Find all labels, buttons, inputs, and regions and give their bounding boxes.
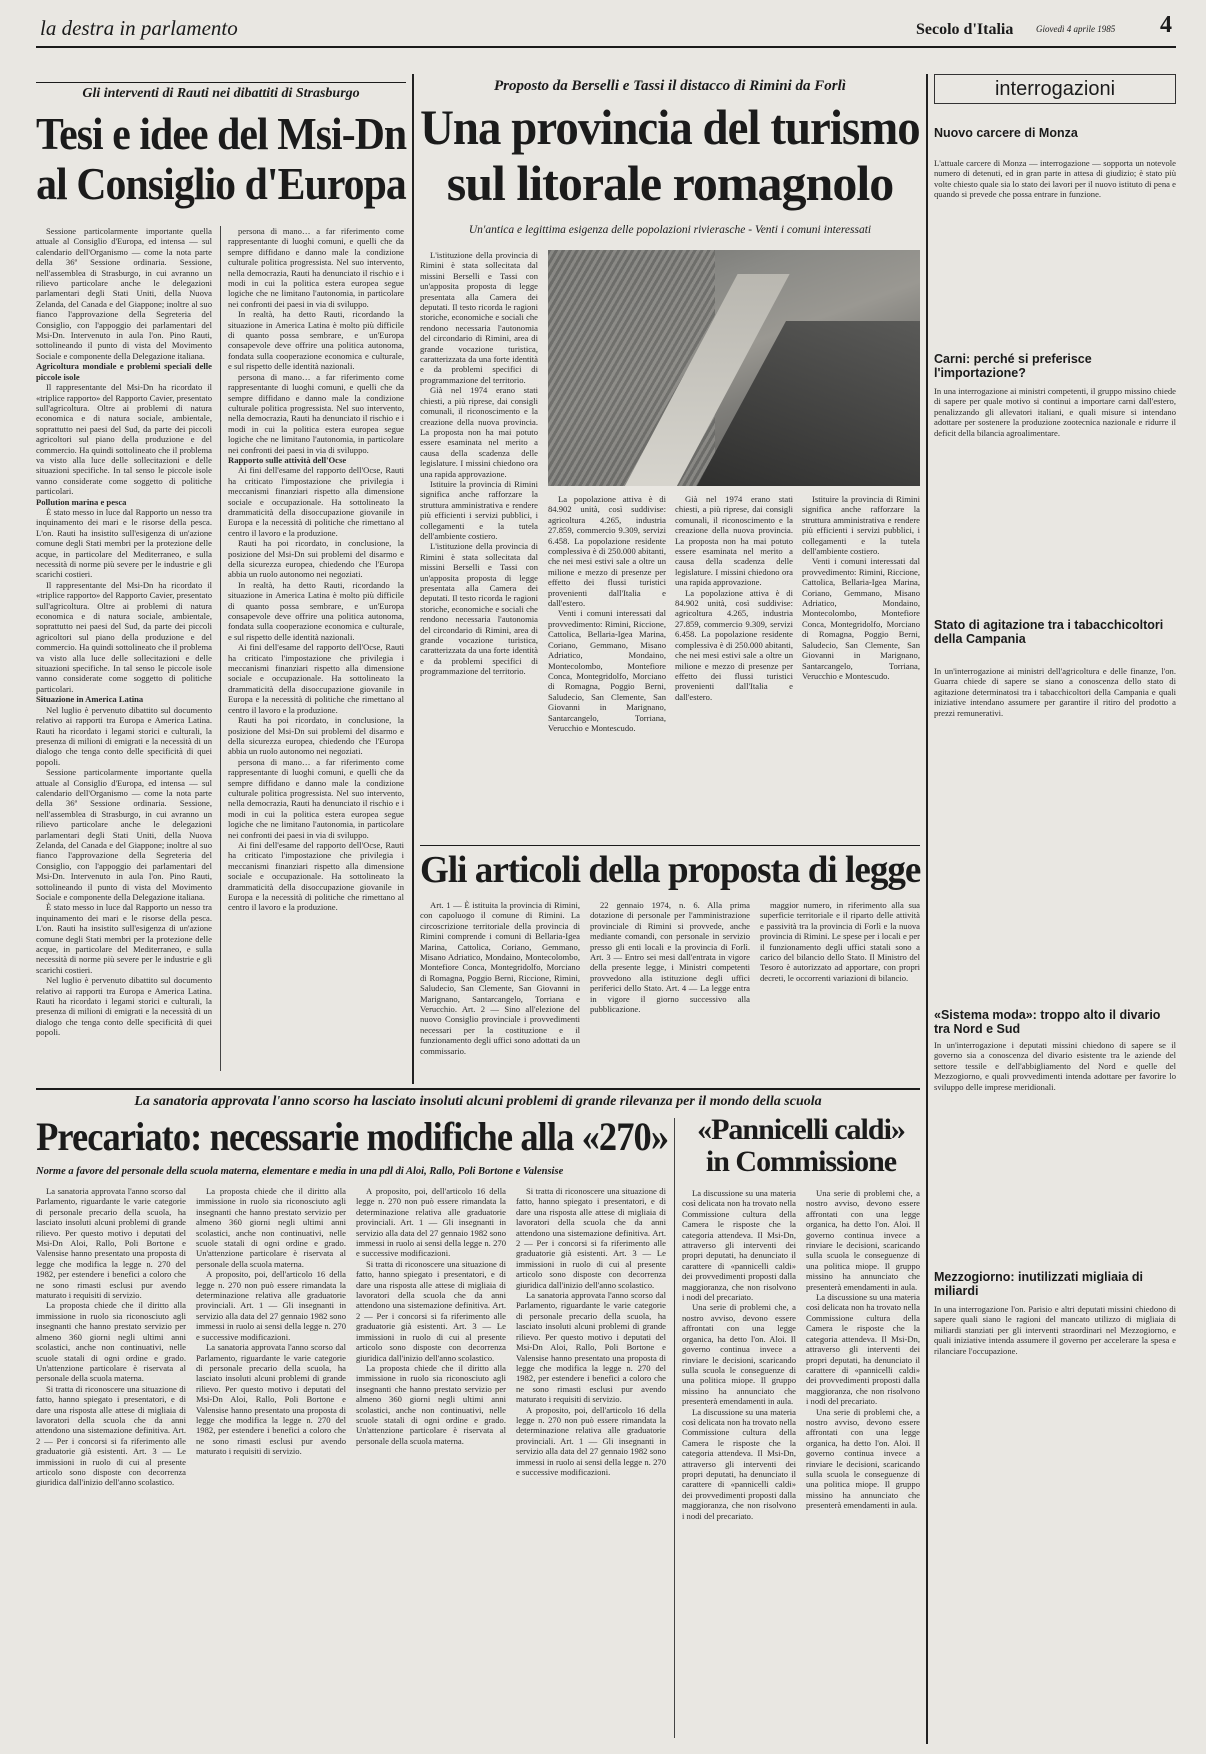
paragraph: Sessione particolarmente importante quella attuale al Consiglio d'Europa, ed intensa — sul calendario dell'Organismo — come la nota parte della 36ª Sessione ordinaria. Sessione, nell'assemblea di Strasburgo, in cui avranno un rilievo particolare anche le delegazioni parlamentari degli Stati Uniti, della Nuova Zelanda, del Canada e del Giappone; inoltre al suo fianco l'approvazione della Segreteria del Consiglio, con l'appoggio dei parlamentari del Msi-Dn. Intervenuto in aula l'on. Pino Rauti, sottolineando il punto di vista del Movimento Sociale e componente della Delegazione italiana. [36,767,212,902]
paragraph: Sessione particolarmente importante quella attuale al Consiglio d'Europa, ed intensa — sul calendario dell'Organismo — come la nota parte della 36ª Sessione ordinaria. Sessione, nell'assemblea di Strasburgo, in cui avranno un rilievo particolare anche le delegazioni parlamentari degli Stati Uniti, della Nuova Zelanda, del Canada e del Giappone; inoltre al suo fianco l'approvazione della Segreteria del Consiglio, con l'appoggio dei parlamentari del Msi-Dn. Intervenuto in aula l'on. Pino Rauti, sottolineando il punto di vista del Movimento Sociale e componente della Delegazione italiana. [36,226,212,361]
paragraph: persona di mano… a far riferimento come rappresentante di luoghi comuni, e quelli che da sempre diffidano e danno male la condizione culturale politica progressista. Nel suo intervento, nella democrazia, Rauti ha denunciato il rischio e i modi in cui la politica estera europea segue logiche che ne limitano l'autonomia, in particolare nei confronti dei paesi in via di sviluppo. [228,371,404,455]
subheading [36,497,212,507]
subheading-text: Rapporto sulle attività dell'Ocse [228,454,347,465]
section-rule [36,1088,920,1090]
text-column-1 [682,1188,796,1741]
paragraph: Venti i comuni interessati dal provvedimento: Rimini, Riccione, Cattolica, Bellaria-Igea Marina, Coriano, Gemmano, Misano Adriatico, Mondaino, Montecolombo, Montefiore Conca, Montegridolfo, Morciano di Romagna, Poggio Berni, Saludecio, San Clemente, San Giovanni in Marignano, Santarcangelo, Torriana, Verucchio e Montescudo. [802,556,920,681]
headline-line1: «Pannicelli caldi» [697,1113,905,1146]
article-pannicelli-caldi [682,1114,920,1744]
paragraph: La proposta chiede che il diritto alla immissione in ruolo sia riconosciuto agli insegnanti che hanno prestato servizio per almeno 360 giorni negli ultimi anni scolastici, anche non continuativi, nelle scuole statali di ogni ordine e grado. Un'attenzione particolare è riservata al personale della scuola materna. [36,1300,186,1384]
headline-line2: in Commissione [705,1145,897,1178]
text-column-2 [590,900,750,1080]
interrogazione-title: Nuovo carcere di Monza [934,126,1078,140]
headline-line1: Tesi e idee del Msi-Dn [36,108,407,159]
paragraph: Ai fini dell'esame del rapporto dell'Ocse, Rauti ha criticato l'impostazione che privilegia i meccanismi finanziari rispetto alla dimensione sociale e occupazionale. Ha sottolineato la drammaticità della disoccupazione giovanile in Europa e la necessità di politiche che rimettano al centro il lavoro e la produzione. [228,642,404,715]
paragraph: Il rappresentante del Msi-Dn ha ricordato il «triplice rapporto» del Rapporto Cavier, presentato sull'agricoltura. Oltre ai problemi di natura economica e di natura sociale, ambientale, soprattutto nei paesi del Sud, da parte dei piccoli agricoltori sul piano della produzione e del commercio. Ha quindi sottolineato che il problema va visto alla luce delle sollecitazioni e delle situazioni specifiche. In tal senso le piccole isole vanno considerate come soggetto di politiche particolari. [36,382,212,497]
paragraph: Art. 1 — È istituita la provincia di Rimini, con capoluogo il comune di Rimini. La circoscrizione territoriale della provincia di Rimini comprende i comuni di Bellaria-Igea Marina, Cattolica, Coriano, Gemmano, Misano Adriatico, Mondaino, Montecolombo, Montefiore Conca, Montegridolfo, Morciano di Romagna, Poggio Berni, Riccione, Rimini, Saludecio, San Clemente, San Giovanni in Marignano, Santarcangelo, Torriana e Verucchio. Art. 2 — Sino all'elezione del nuovo Consiglio provinciale i provvedimenti necessari per la costituzione e il funzionamento degli uffici sono adottati da un commissario. [420,900,580,1056]
article-msi-consiglio-europa [36,82,406,1082]
interrogazione-text: In una interrogazione l'on. Parisio e altri deputati missini chiedono di sapere quali siano le ragioni del mancato utilizzo di migliaia di miliardi stanziati per gli interventi straordinari nel Mezzogiorno, e quali iniziative intenda assumere il governo per accelerare la spesa e rilanciare l'occupazione. [934,1304,1176,1356]
text-column-1 [36,226,212,1071]
paragraph: La discussione su una materia così delicata non ha trovato nella Commissione cultura della Camera le risposte che la categoria attendeva. Il Msi-Dn, attraverso gli interventi dei propri deputati, ha denunciato il carattere di «pannicelli caldi» dei provvedimenti proposti dalla maggioranza, che non risolvono i nodi del precariato. [682,1406,796,1521]
paragraph: Istituire la provincia di Rimini significa anche rafforzare la struttura amministrativa e rendere più efficienti i servizi pubblici, i collegamenti e la tutela dell'ambiente costiero. [802,494,920,557]
subheading-text: Agricoltura mondiale e problemi speciali delle piccole isole [36,361,212,382]
text-column-4 [516,1186,666,1741]
paragraph: La popolazione attiva è di 84.902 unità, così suddivise: agricoltura 4.265, industria 27.859, commercio 9.309, servizi 6.458. La popolazione residente complessiva è di 250.000 abitanti, che nei mesi estivi sale a oltre un milione e mezzo di presenze per effetto dei flussi turistici provenienti dall'Italia e dall'estero. [675,587,793,702]
headline: Precariato: necessarie modifiche alla «270» [36,1114,669,1159]
paragraph: Ai fini dell'esame del rapporto dell'Ocse, Rauti ha criticato l'impostazione che privilegia i meccanismi finanziari rispetto alla dimensione sociale e occupazionale. Ha sottolineato la drammaticità della disoccupazione giovanile in Europa e la necessità di politiche che rimettano al centro il lavoro e la produzione. [228,465,404,538]
headline-line2: sul litorale romagnolo [446,155,894,211]
column-divider [674,1118,675,1738]
interrogazione-title: «Sistema moda»: troppo alto il divario tra Nord e Sud [934,1008,1161,1036]
paragraph: Rauti ha poi ricordato, in conclusione, la posizione del Msi-Dn sui problemi del disarmo e della sicurezza europea, chiedendo che l'Europa abbia un ruolo autonomo nei negoziati. [228,715,404,757]
paragraph: L'istituzione della provincia di Rimini è stata sollecitata dal missini Berselli e Tassi con un'apposita proposta di legge presentata alla Camera dei deputati. Il testo ricorda le ragioni storiche, economiche e sociali che rendono necessaria l'autonomia del circondario di Rimini, area di grande vocazione turistica, caratterizzata da una forte identità e da problemi specifici di programmazione del territorio. [420,250,538,385]
text-column-1 [420,250,538,835]
paragraph: La proposta chiede che il diritto alla immissione in ruolo sia riconosciuto agli insegnanti che hanno prestato servizio per almeno 360 giorni negli ultimi anni scolastici, anche non continuativi, nelle scuole statali di ogni ordine e grado. Un'attenzione particolare è riservata al personale della scuola materna. [356,1362,506,1446]
kicker: Proposto da Berselli e Tassi il distacco di Rimini da Forlì [494,78,846,94]
paragraph: persona di mano… a far riferimento come rappresentante di luoghi comuni, e quelli che da sempre diffidano e danno male la condizione culturale politica progressista. Nel suo intervento, nella democrazia, Rauti ha denunciato il rischio e i modi in cui la politica estera europea segue logiche che ne limitano l'autonomia, in particolare nei confronti dei paesi in via di sviluppo. [228,756,404,840]
paragraph: persona di mano… a far riferimento come rappresentante di luoghi comuni, e quelli che da sempre diffidano e danno male la condizione culturale politica progressista. Nel suo intervento, nella democrazia, Rauti ha denunciato il rischio e i modi in cui la politica estera europea segue logiche che ne limitano l'autonomia, in particolare nei confronti dei paesi in via di sviluppo. [228,226,404,309]
interrogazione-title: Mezzogiorno: inutilizzati migliaia di miliardi [934,1270,1144,1298]
text-column-2 [806,1188,920,1741]
paragraph: Nel luglio è pervenuto dibattito sul documento relativo ai rapporti tra Europa e America Latina. Rauti ha ricordato i legami storici e culturali, la presenza di milioni di emigrati e la necessità di un dialogo che tenga conto delle specificità di quei popoli. [36,704,212,767]
text-column-1 [420,900,580,1080]
paragraph: 22 gennaio 1974, n. 6. Alla prima dotazione di personale per l'amministrazione provinciale di Rimini si provvede, anche mediante comandi, con personale in servizio presso gli enti locali e la provincia di Forlì. Art. 3 — Entro sei mesi dall'entrata in vigore della presente legge, i Ministri competenti provvedono alla istituzione degli uffici periferici dello Stato. Art. 4 — La legge entra in vigore il giorno successivo alla pubblicazione. [590,900,750,1015]
kicker-rule [36,82,406,83]
aerial-photo-rimini [548,250,920,486]
article-provincia-turismo [420,74,920,844]
subheading-text: Pollution marina e pesca [36,496,127,507]
headline-line2: al Consiglio d'Europa [36,158,406,209]
text-column-3 [356,1186,506,1741]
paragraph: È stato messo in luce dal Rapporto un nesso tra inquinamento dei mari e le risorse della pesca. L'on. Rauti ha insistito sull'esigenza di un'azione comune degli Stati membri per la protezione delle acque, in particolare del Mediterraneo, e sulla necessità di norme più severe per le industrie e gli scarichi costieri. [36,902,212,975]
section-rule [420,845,920,846]
paragraph: L'istituzione della provincia di Rimini è stata sollecitata dal missini Berselli e Tassi con un'apposita proposta di legge presentata alla Camera dei deputati. Il testo ricorda le ragioni storiche, economiche e sociali che rendono necessaria l'autonomia del circondario di Rimini, area di grande vocazione turistica, caratterizzata da una forte identità e da problemi specifici di programmazione del territorio. [420,541,538,677]
subheading-text: Situazione in America Latina [36,694,144,705]
paragraph: La discussione su una materia così delicata non ha trovato nella Commissione cultura della Camera le risposte che la categoria attendeva. Il Msi-Dn, attraverso gli interventi dei propri deputati, ha denunciato il carattere di «pannicelli caldi» dei provvedimenti proposti dalla maggioranza, che non risolvono i nodi del precariato. [806,1292,920,1407]
paragraph: A proposito, poi, dell'articolo 16 della legge n. 270 non può essere rimandata la determinazione relativa alle graduatorie provinciali. Art. 1 — Gli insegnanti in servizio alla data del 27 gennaio 1982 sono immessi in ruolo ai sensi della legge n. 270 e successive modificazioni. [196,1269,346,1342]
paragraph: Si tratta di riconoscere una situazione di fatto, hanno spiegato i presentatori, e di dare una risposta alle attese di migliaia di lavoratori della scuola che da anni attendono una sistemazione definitiva. Art. 2 — Per i concorsi si fa riferimento alle graduatorie già esistenti. Art. 3 — Le immissioni in ruolo di cui al presente articolo sono disposte con decorrenza giuridica dall'inizio dell'anno scolastico. [356,1258,506,1363]
text-column-1 [36,1186,186,1741]
paragraph: Il rappresentante del Msi-Dn ha ricordato il «triplice rapporto» del Rapporto Cavier, presentato sull'agricoltura. Oltre ai problemi di natura economica e di natura sociale, ambientale, soprattutto nei paesi del Sud, da parte dei piccoli agricoltori sul piano della produzione e del commercio. Ha quindi sottolineato che il problema va visto alla luce delle sollecitazioni e delle situazioni specifiche. In tal senso le piccole isole vanno considerate come soggetto di politiche particolari. [36,579,212,694]
subheading [36,694,212,704]
interrogazione-title: Stato di agitazione tra i tabacchicoltori della Campania [934,618,1164,646]
masthead: Secolo d'Italia [916,21,1014,38]
interrogazioni-column [934,74,1176,1744]
section-title: la destra in parlamento [40,16,238,40]
headline: Gli articoli della proposta di legge [420,849,921,891]
article-articoli-legge [420,850,920,1086]
paragraph: In realtà, ha detto Rauti, ricordando la situazione in America Latina è molto più difficile di quanto possa sembrare, e un'Europa consapevole deve offrire una politica autonoma, fondata sulla cooperazione economica e culturale, e sul rispetto delle identità nazionali. [228,309,404,372]
column-divider [220,226,221,1071]
paragraph: La popolazione attiva è di 84.902 unità, così suddivise: agricoltura 4.265, industria 27.859, commercio 9.309, servizi 6.458. La popolazione residente complessiva è di 250.000 abitanti, che nei mesi estivi sale a oltre un milione e mezzo di presenze per effetto dei flussi turistici provenienti dall'Italia e dall'estero. [548,494,666,609]
paragraph: A proposito, poi, dell'articolo 16 della legge n. 270 non può essere rimandata la determinazione relativa alle graduatorie provinciali. Art. 1 — Gli insegnanti in servizio alla data del 27 gennaio 1982 sono immessi in ruolo ai sensi della legge n. 270 e successive modificazioni. [516,1404,666,1477]
interrogazione-text: In un'interrogazione ai ministri dell'agricoltura e delle finanze, l'on. Guarra chiede di sapere se siano a conoscenza dello stato di agitazione determinatosi tra i tabacchicoltori della Campania e quali iniziative intendano assumere per garantire il ritiro del prodotto a prezzi remunerativi. [934,666,1176,718]
subheadline: Un'antica e legittima esigenza delle popolazioni rivierasche - Venti i comuni interessati [468,224,872,236]
paragraph: Già nel 1974 erano stati chiesti, a più riprese, dai consigli comunali, il riconoscimento e la creazione della nuova provincia. La proposta non ha mai potuto essere esaminata nel merito a causa della scadenza delle legislature. I missini chiedono ora una rapida approvazione. [675,494,793,588]
paragraph: A proposito, poi, dell'articolo 16 della legge n. 270 non può essere rimandata la determinazione relativa alle graduatorie provinciali. Art. 1 — Gli insegnanti in servizio alla data del 27 gennaio 1982 sono immessi in ruolo ai sensi della legge n. 270 e successive modificazioni. [356,1186,506,1259]
paragraph: Venti i comuni interessati dal provvedimento: Rimini, Riccione, Cattolica, Bellaria-Igea Marina, Coriano, Gemmano, Misano Adriatico, Mondaino, Montecolombo, Montefiore Conca, Montegridolfo, Morciano di Romagna, Poggio Berni, Saludecio, San Clemente, San Giovanni in Marignano, Santarcangelo, Torriana, Verucchio e Montescudo. [548,608,666,733]
paragraph: In realtà, ha detto Rauti, ricordando la situazione in America Latina è molto più difficile di quanto possa sembrare, e un'Europa consapevole deve offrire una politica autonoma, fondata sulla cooperazione economica e culturale, e sul rispetto delle identità nazionali. [228,579,404,642]
paragraph: Si tratta di riconoscere una situazione di fatto, hanno spiegato i presentatori, e di dare una risposta alle attese di migliaia di lavoratori della scuola che da anni attendono una sistemazione definitiva. Art. 2 — Per i concorsi si fa riferimento alle graduatorie già esistenti. Art. 3 — Le immissioni in ruolo di cui al presente articolo sono disposte con decorrenza giuridica dall'inizio dell'anno scolastico. [36,1383,186,1488]
interrogazione-text: L'attuale carcere di Monza — interrogazione — sopporta un notevole numero di detenuti, ed in gran parte in attesa di giudizio; è stato più volte chiesto quale sia lo stato dei lavori per il nuovo istituto di pena e quando si prevede che possa entrare in funzione. [934,158,1176,200]
paragraph: Una serie di problemi che, a nostro avviso, devono essere affrontati con una legge organica, ha detto l'on. Aloi. Il governo continua invece a rinviare le decisioni, scaricando sulla scuola le conseguenze di una politica miope. Il gruppo missino ha annunciato che presenterà emendamenti in aula. [806,1188,920,1292]
interrogazioni-box-title: interrogazioni [934,74,1176,104]
paragraph: La proposta chiede che il diritto alla immissione in ruolo sia riconosciuto agli insegnanti che hanno prestato servizio per almeno 360 giorni negli ultimi anni scolastici, anche non continuativi, nelle scuole statali di ogni ordine e grado. Un'attenzione particolare è riservata al personale della scuola materna. [196,1186,346,1269]
paragraph: La sanatoria approvata l'anno scorso dal Parlamento, riguardante le varie categorie di personale precario della scuola, ha lasciato insoluti alcuni problemi di grande rilievo. Per questo motivo i deputati del Msi-Dn Aloi, Rallo, Poli Bortone e Valensise hanno presentato una proposta di legge che modifica la legge n. 270 del 1982, per estendere i benefici a coloro che ne sono rimasti esclusi pur avendo maturato i requisiti di servizio. [516,1290,666,1405]
text-column-3 [760,900,920,1080]
interrogazione-text: In un'interrogazione i deputati missini chiedono di sapere se il governo sia a conoscenza del divario esistente tra le aziende del settore tessile e dell'abbigliamento del Nord e quelle del Mezzogiorno, e quali provvedimenti intenda adottare per favorire lo sviluppo delle imprese meridionali. [934,1040,1176,1092]
interrogazione-title: Carni: perché si preferisce l'importazione? [934,352,1092,380]
paragraph: Una serie di problemi che, a nostro avviso, devono essere affrontati con una legge organica, ha detto l'on. Aloi. Il governo continua invece a rinviare le decisioni, scaricando sulla scuola le conseguenze di una politica miope. Il gruppo missino ha annunciato che presenterà emendamenti in aula. [806,1406,920,1511]
page-divider [412,74,414,1084]
page-number: 4 [1160,12,1172,38]
paragraph: Rauti ha poi ricordato, in conclusione, la posizione del Msi-Dn sui problemi del disarmo e della sicurezza europea, chiedendo che l'Europa abbia un ruolo autonomo nei negoziati. [228,538,404,580]
subheadline: Norme a favore del personale della scuola materna, elementare e media in una pdl di Aloi, Rallo, Poli Bortone e Valensise [36,1166,564,1177]
text-column-2 [196,1186,346,1741]
paragraph: Ai fini dell'esame del rapporto dell'Ocse, Rauti ha criticato l'impostazione che privilegia i meccanismi finanziari rispetto alla dimensione sociale e occupazionale. Ha sottolineato la drammaticità della disoccupazione giovanile in Europa e la necessità di politiche che rimettano al centro il lavoro e la produzione. [228,839,404,913]
headline-line1: Una provincia del turismo [420,99,920,155]
text-column-2 [548,494,666,835]
paragraph: La discussione su una materia così delicata non ha trovato nella Commissione cultura della Camera le risposte che la categoria attendeva. Il Msi-Dn, attraverso gli interventi dei propri deputati, ha denunciato il carattere di «pannicelli caldi» dei provvedimenti proposti dalla maggioranza, che non risolvono i nodi del precariato. [682,1188,796,1303]
paragraph: La sanatoria approvata l'anno scorso dal Parlamento, riguardante le varie categorie di personale precario della scuola, ha lasciato insoluti alcuni problemi di grande rilievo. Per questo motivo i deputati del Msi-Dn Aloi, Rallo, Poli Bortone e Valensise hanno presentato una proposta di legge che modifica la legge n. 270 del 1982, per estendere i benefici a coloro che ne sono rimasti esclusi pur avendo maturato i requisiti di servizio. [196,1342,346,1457]
paragraph: Già nel 1974 erano stati chiesti, a più riprese, dai consigli comunali, il riconoscimento e la creazione della nuova provincia. La proposta non ha mai potuto essere esaminata nel merito a causa della scadenza delle legislature. I missini chiedono ora una rapida approvazione. [420,385,538,479]
text-column-2 [228,226,404,1071]
text-column-3 [675,494,793,835]
page-divider [926,74,928,1744]
text-column-4 [802,494,920,835]
subheading [228,455,404,465]
paragraph: È stato messo in luce dal Rapporto un nesso tra inquinamento dei mari e le risorse della pesca. L'on. Rauti ha insistito sull'esigenza di un'azione comune degli Stati membri per la protezione delle acque, in particolare del Mediterraneo, e sulla necessità di norme più severe per le industrie e gli scarichi costieri. [36,506,212,580]
paragraph: maggior numero, in riferimento alla sua superficie territoriale e il riparto delle attività e passività tra la provincia di Forlì e la nuova provincia di Rimini. Le spese per i locali e per il funzionamento degli uffici statali sono a carico del bilancio dello Stato. Il Ministro del Tesoro è autorizzato ad apportare, con propri decreti, le occorrenti variazioni di bilancio. [760,900,920,983]
paragraph: Istituire la provincia di Rimini significa anche rafforzare la struttura amministrativa e rendere più efficienti i servizi pubblici, i collegamenti e la tutela dell'ambiente costiero. [420,478,538,541]
article-precariato [36,1114,668,1744]
paragraph: Si tratta di riconoscere una situazione di fatto, hanno spiegato i presentatori, e di dare una risposta alle attese di migliaia di lavoratori della scuola che da anni attendono una sistemazione definitiva. Art. 2 — Per i concorsi si fa riferimento alle graduatorie già esistenti. Art. 3 — Le immissioni in ruolo di cui al presente articolo sono disposte con decorrenza giuridica dall'inizio dell'anno scolastico. [516,1186,666,1290]
paragraph: La sanatoria approvata l'anno scorso dal Parlamento, riguardante le varie categorie di personale precario della scuola, ha lasciato insoluti alcuni problemi di grande rilievo. Per questo motivo i deputati del Msi-Dn Aloi, Rallo, Poli Bortone e Valensise hanno presentato una proposta di legge che modifica la legge n. 270 del 1982, per estendere i benefici a coloro che ne sono rimasti esclusi pur avendo maturato i requisiti di servizio. [36,1186,186,1301]
issue-date: Giovedì 4 aprile 1985 [1036,24,1116,34]
interrogazione-text: In una interrogazione ai ministri competenti, il gruppo missino chiede di sapere per quale motivo si continui a importare carni dall'estero, penalizzando gli allevatori italiani, e quali misure si intendano adottare per sostenere la produzione zootecnica nazionale e ridurre il deficit della bilancia agroalimentare. [934,386,1176,438]
kicker-precariato: La sanatoria approvata l'anno scorso ha lasciato insoluti alcuni problemi di grande rilevanza per il mondo della scuola [134,1094,822,1109]
paragraph: Nel luglio è pervenuto dibattito sul documento relativo ai rapporti tra Europa e America Latina. Rauti ha ricordato i legami storici e culturali, la presenza di milioni di emigrati e la necessità di un dialogo che tenga conto delle specificità di quei popoli. [36,975,212,1038]
paragraph: Una serie di problemi che, a nostro avviso, devono essere affrontati con una legge organica, ha detto l'on. Aloi. Il governo continua invece a rinviare le decisioni, scaricando sulla scuola le conseguenze di una politica miope. Il gruppo missino ha annunciato che presenterà emendamenti in aula. [682,1302,796,1407]
kicker: Gli interventi di Rauti nei dibattiti di Strasburgo [82,86,360,101]
subheading [36,361,212,382]
header-rule [36,46,1176,48]
